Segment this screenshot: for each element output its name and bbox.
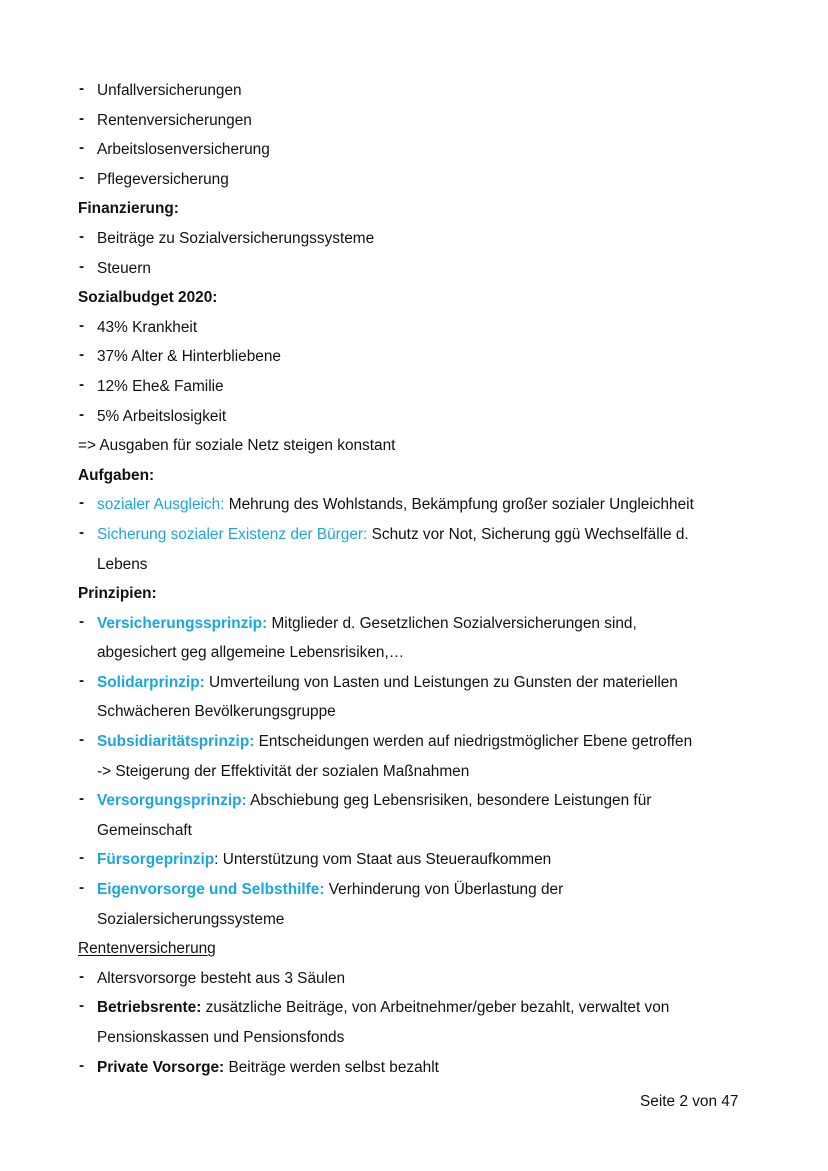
definition: Mitglieder d. Gesetzlichen Sozialversicherungen sind,: [267, 614, 637, 632]
list-item: [78, 609, 758, 639]
list-item: - Beiträge zu Sozialversicherungssysteme: [78, 224, 758, 254]
list-item: [78, 668, 758, 698]
term: Fürsorgeprinzip: [97, 851, 215, 869]
term: Solidarprinzip:: [97, 673, 205, 691]
term: Subsidiaritätsprinzip:: [97, 733, 255, 751]
list-item: [78, 875, 758, 905]
term: Private Vorsorge:: [97, 1058, 225, 1076]
term: Sicherung sozialer Existenz der Bürger:: [97, 525, 368, 543]
section-heading-principles: Prinzipien:: [78, 585, 157, 603]
definition: : Unterstützung vom Staat aus Steueraufkommen: [214, 851, 552, 869]
definition: Mehrung des Wohlstands, Bekämpfung großer sozialer Ungleichheit: [224, 496, 694, 514]
definition: Beiträge werden selbst bezahlt: [224, 1058, 439, 1076]
list-item-continuation: abgesichert geg allgemeine Lebensrisiken,…: [97, 644, 405, 662]
term: Versorgungsprinzip:: [97, 792, 247, 810]
list-item: - 5% Arbeitslosigkeit: [78, 402, 758, 432]
budget-conclusion: => Ausgaben für soziale Netz steigen konstant: [78, 437, 396, 455]
term: sozialer Ausgleich:: [97, 496, 225, 514]
list-item: [78, 520, 758, 550]
term: Betriebsrente:: [97, 999, 202, 1017]
list-item: [78, 490, 758, 520]
list-item-continuation: Schwächeren Bevölkerungsgruppe: [97, 703, 336, 721]
list-item-continuation: Gemeinschaft: [97, 821, 192, 839]
document-page: [78, 76, 758, 1082]
definition: Verhinderung von Überlastung der: [324, 881, 564, 899]
list-item: - Altersvorsorge besteht aus 3 Säulen: [78, 964, 758, 994]
section-heading-pension: Rentenversicherung: [78, 940, 216, 958]
definition: Abschiebung geg Lebensrisiken, besondere Leistungen für: [246, 792, 652, 810]
list-item: - 37% Alter & Hinterbliebene: [78, 342, 758, 372]
list-item: [78, 993, 758, 1023]
list-item: - 43% Krankheit: [78, 313, 758, 343]
list-item: - Pflegeversicherung: [78, 165, 758, 195]
definition: zusätzliche Beiträge, von Arbeitnehmer/geber bezahlt, verwaltet von: [201, 999, 670, 1017]
list-item-continuation: Pensionskassen und Pensionsfonds: [97, 1029, 345, 1046]
definition: Umverteilung von Lasten und Leistungen zu Gunsten der materiellen: [204, 673, 678, 691]
list-item: [78, 727, 758, 757]
section-heading-budget: Sozialbudget 2020:: [78, 289, 218, 307]
list-item-continuation: Sozialersicherungssysteme: [97, 910, 285, 928]
list-item: - Steuern: [78, 254, 758, 284]
list-item: [78, 786, 758, 816]
list-item: - Arbeitslosenversicherung: [78, 135, 758, 165]
list-item: [78, 1053, 758, 1083]
section-heading-financing: Finanzierung:: [78, 200, 179, 218]
list-item: - 12% Ehe& Familie: [78, 372, 758, 402]
page-number: Seite 2 von 47: [640, 1093, 739, 1110]
definition: Entscheidungen werden auf niedrigstmöglicher Ebene getroffen: [254, 733, 693, 751]
term: Versicherungssprinzip:: [97, 614, 268, 632]
definition: Schutz vor Not, Sicherung ggü Wechselfälle d.: [367, 525, 689, 543]
list-item: [78, 845, 758, 875]
term: Eigenvorsorge und Selbsthilfe:: [97, 881, 325, 899]
list-item: - Rentenversicherungen: [78, 106, 758, 136]
list-item-continuation: -> Steigerung der Effektivität der sozialen Maßnahmen: [97, 762, 470, 780]
list-item-continuation: Lebens: [97, 555, 148, 573]
list-item: - Unfallversicherungen: [78, 76, 758, 106]
section-heading-tasks: Aufgaben:: [78, 466, 155, 484]
